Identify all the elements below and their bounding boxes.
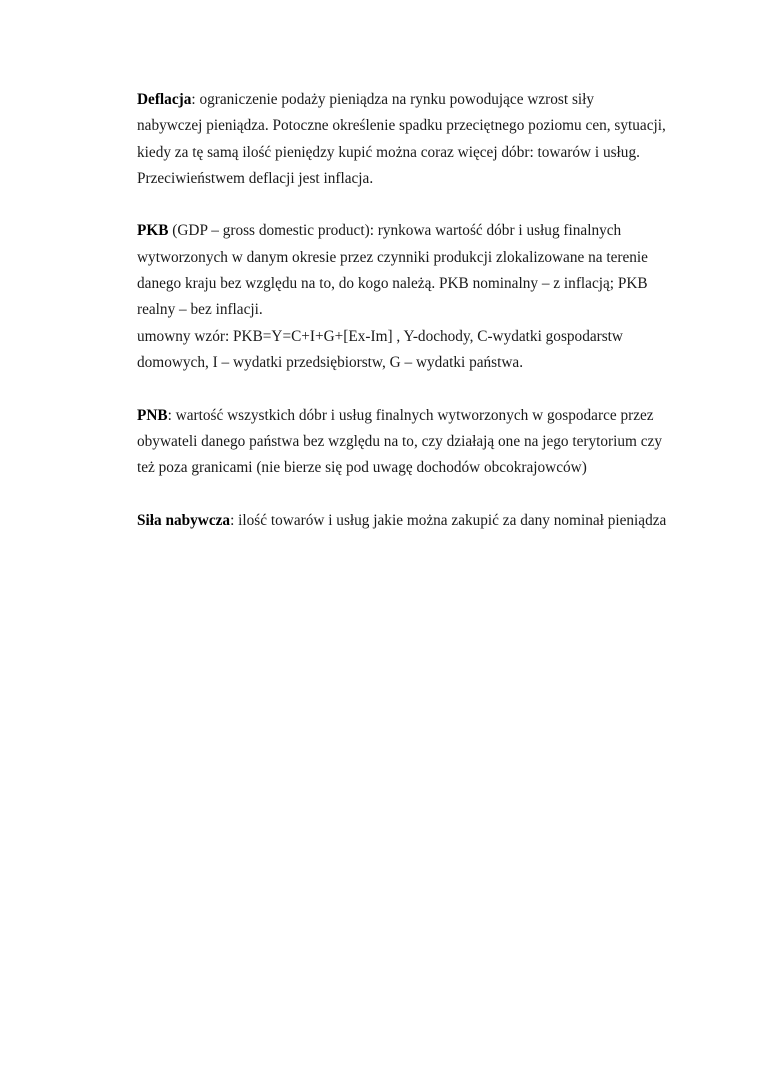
text-line: domowych, I – wydatki przedsiębiorstw, G – wydatki państwa. bbox=[137, 353, 524, 371]
definition-text: : ograniczenie podaży pieniądza na rynku powodujące wzrost siły bbox=[191, 91, 595, 108]
definition-text: : ilość towarów i usług jakie można zakupić za dany nominał pieniądza bbox=[230, 511, 667, 529]
term-sila-nabywcza: Siła nabywcza bbox=[137, 511, 231, 529]
term-deflacja: Deflacja bbox=[137, 91, 192, 108]
term-pnb: PNB bbox=[137, 406, 168, 424]
text-line: danego kraju bez względu na to, do kogo należą. PKB nominalny – z inflacją; PKB bbox=[137, 275, 648, 293]
text-line bbox=[137, 403, 677, 429]
text-line: nabywczej pieniądza. Potoczne określenie spadku przeciętnego poziomu cen, sytuacji, bbox=[137, 117, 666, 135]
text-line bbox=[137, 508, 677, 534]
definition-deflacja bbox=[137, 87, 677, 192]
text-line: kiedy za tę samą ilość pieniędzy kupić można coraz więcej dóbr: towarów i usług. bbox=[137, 143, 640, 161]
text-line: Przeciwieństwem deflacji jest inflacja. bbox=[137, 169, 374, 187]
text-line: wytworzonych w danym okresie przez czynniki produkcji zlokalizowane na terenie bbox=[137, 248, 648, 266]
text-line: realny – bez inflacji. bbox=[137, 301, 263, 319]
formula-line: umowny wzór: PKB=Y=C+I+G+[Ex-Im] , Y-dochody, C-wydatki gospodarstw bbox=[137, 327, 623, 345]
document-body bbox=[137, 87, 677, 560]
definition-pkb bbox=[137, 218, 677, 376]
definition-text: : wartość wszystkich dóbr i usług finalnych wytworzonych w gospodarce przez bbox=[167, 406, 654, 424]
definition-pnb bbox=[137, 403, 677, 482]
term-pkb: PKB bbox=[137, 222, 169, 240]
text-line bbox=[137, 218, 677, 244]
definition-text: (GDP – gross domestic product): rynkowa wartość dóbr i usług finalnych bbox=[168, 222, 622, 240]
text-line bbox=[137, 87, 677, 113]
definition-sila-nabywcza bbox=[137, 508, 677, 534]
text-line: też poza granicami (nie bierze się pod uwagę dochodów obcokrajowców) bbox=[137, 459, 587, 477]
text-line: obywateli danego państwa bez względu na to, czy działają one na jego terytorium czy bbox=[137, 432, 662, 450]
